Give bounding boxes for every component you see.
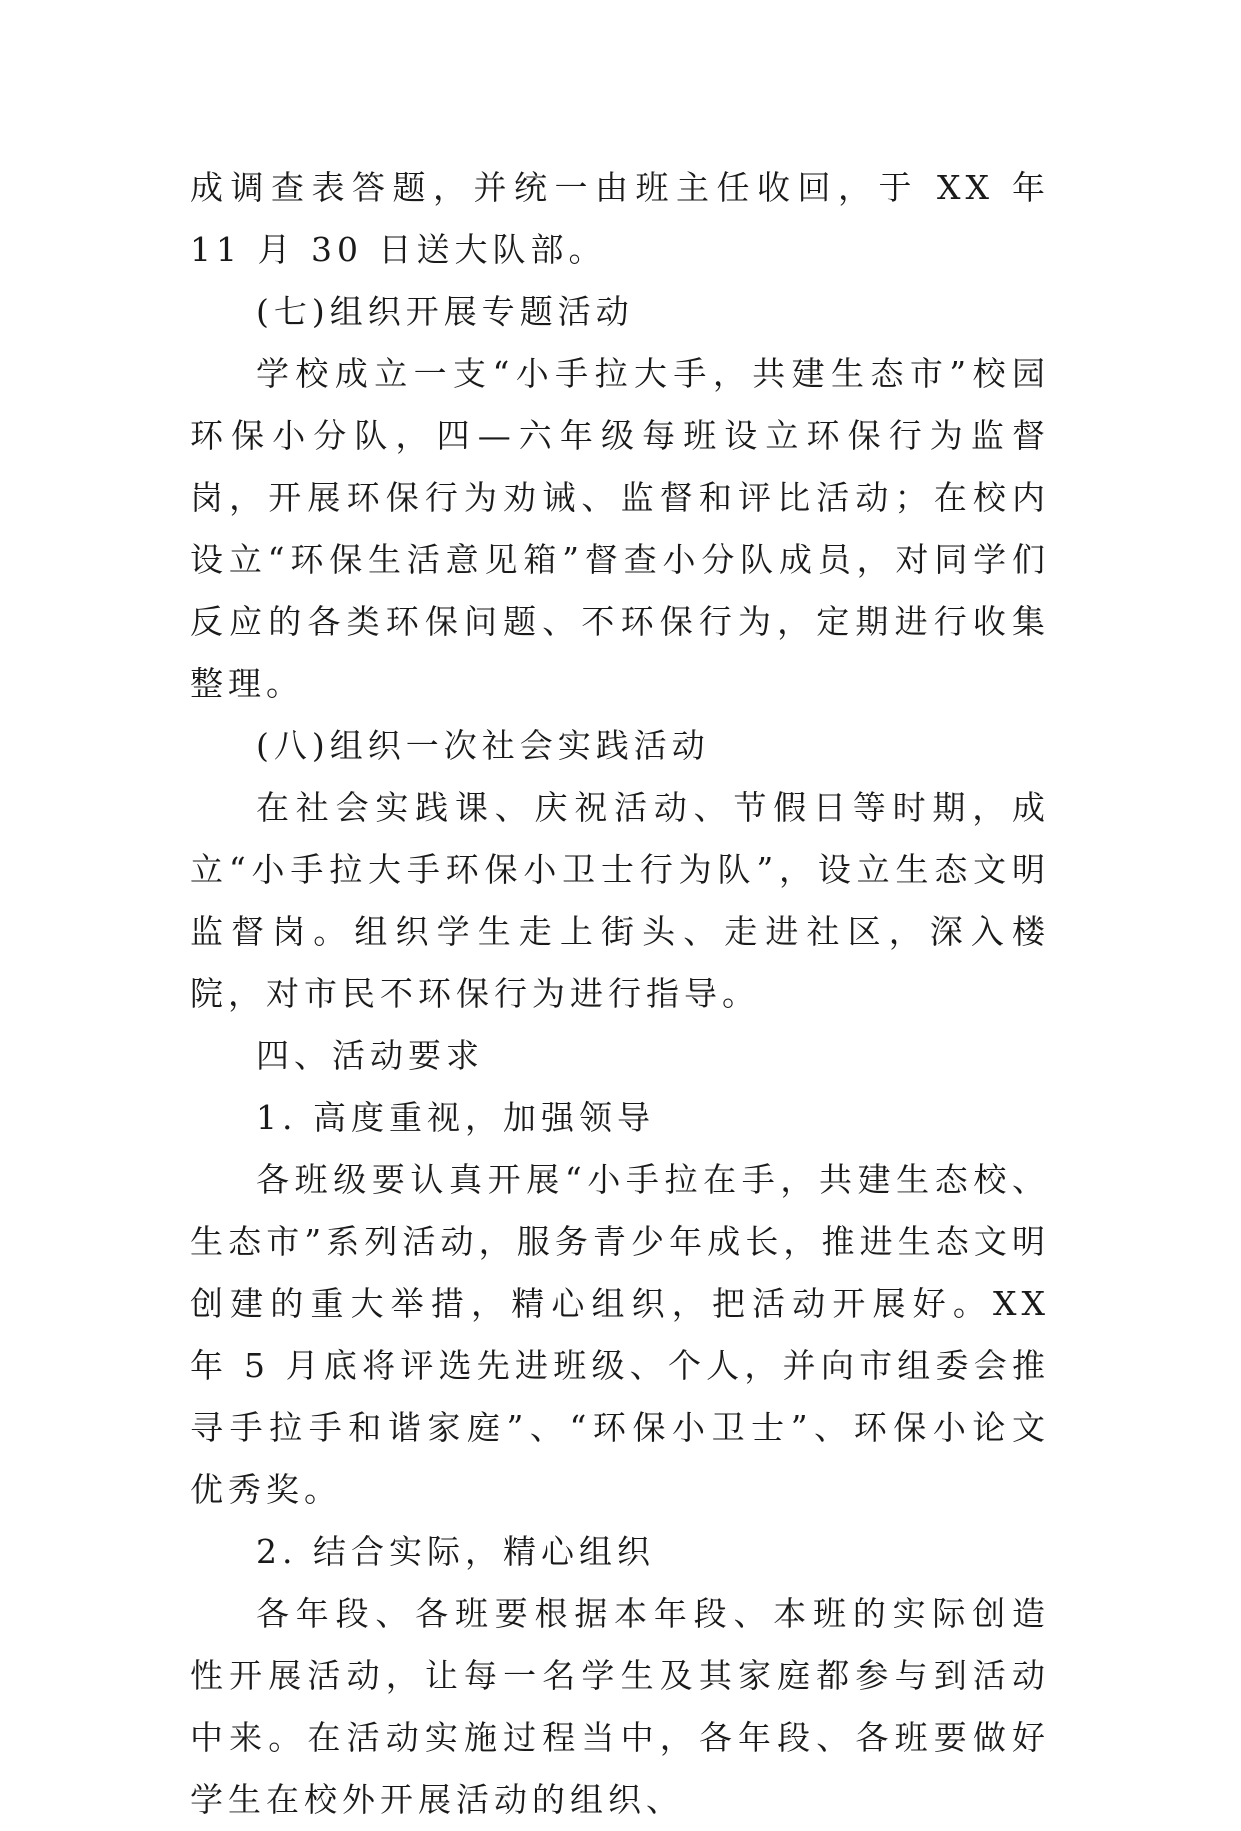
document-body [190, 157, 1050, 1831]
subheading-requirement-1: 1. 高度重视，加强领导 [256, 1098, 655, 1137]
heading-section-8: (八)组织一次社会实践活动 [256, 726, 710, 765]
paragraph-requirement-2: 各年段、各班要根据本年段、本班的实际创造性开展活动，让每一名学生及其家庭都参与到活动中来。在活动实施过程当中，各年段、各班要做好学生在校外开展活动的组织、 [190, 1594, 1050, 1819]
subheading-requirement-2: 2. 结合实际，精心组织 [256, 1532, 655, 1571]
heading-activity-requirements: 四、活动要求 [256, 1036, 484, 1075]
heading-section-7: (七)组织开展专题活动 [256, 292, 634, 331]
paragraph-requirement-1: 各班级要认真开展“小手拉在手，共建生态校、生态市”系列活动，服务青少年成长，推进生态文明创建的重大举措，精心组织，把活动开展好。XX 年 5 月底将评选先进班级、个人，并向市组委会推寻手拉手和谐家庭”、“环保小卫士”、环保小论文优秀奖。 [190, 1160, 1050, 1509]
paragraph-survey-return: 成调查表答题，并统一由班主任收回，于 XX 年 11 月 30 日送大队部。 [190, 168, 1050, 269]
paragraph-eco-squad: 学校成立一支“小手拉大手，共建生态市”校园环保小分队，四—六年级每班设立环保行为监督岗，开展环保行为劝诫、监督和评比活动；在校内设立“环保生活意见箱”督查小分队成员，对同学们反应的各类环保问题、不环保行为，定期进行收集整理。 [190, 354, 1050, 703]
paragraph-social-practice: 在社会实践课、庆祝活动、节假日等时期，成立“小手拉大手环保小卫士行为队”，设立生态文明监督岗。组织学生走上街头、走进社区，深入楼院，对市民不环保行为进行指导。 [190, 788, 1050, 1013]
